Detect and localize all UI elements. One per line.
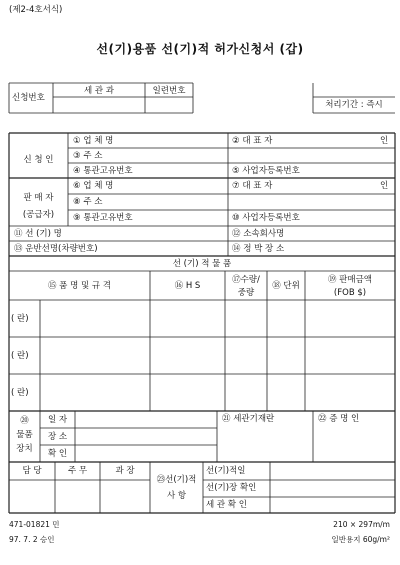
certifier-label: ㉒ 증 명 인 [318,414,360,424]
footer-paper-size: 210 × 297m/m [333,520,390,529]
chief-officer-label: 주 무 [67,466,88,476]
applicant-representative-label: ② 대 표 자 [232,136,273,146]
customs-entry-column: ㉑ 세관기재란 [222,414,275,424]
applicant-address-label: ③ 주 소 [73,151,103,161]
hs-code-header: ⑯ H S [174,281,201,291]
quantity-header: ⑰수량/ [232,275,260,285]
fob-currency-header: (FOB $) [333,288,367,298]
storage-confirm-label: 확 인 [47,449,68,459]
seller-label: 판 매 자 [23,193,54,203]
goods-section-title: 선 (기) 적 물 품 [172,259,232,269]
customs-division-field[interactable] [54,98,144,112]
serial-number-field[interactable] [146,98,192,112]
seller-representative-label: ⑦ 대 표 자 [232,181,273,191]
storage-device-label: 장치 [16,444,33,454]
officer-in-charge-label: 담 당 [22,466,42,476]
sale-amount-header: ⑲ 판매금액 [327,275,373,285]
seller-seal: 인 [380,181,389,191]
application-number-label: 신청번호 [12,93,45,103]
goods-name-header: ⑮ 품 명 및 규 격 [47,281,112,291]
processing-period: 처리기간 : 즉시 [325,100,383,110]
storage-goods-label: 물품 [16,430,33,440]
seller-address-label: ⑧ 주 소 [73,197,103,207]
footer-approval-date: 97. 7. 2 승인 [9,535,55,544]
customs-confirm-label: 세 관 확 인 [206,500,247,510]
storage-place-label: 장 소 [47,432,68,442]
footer-form-number: 471-01821 민 [9,520,60,529]
applicant-customs-id-label: ④ 통관고유번호 [73,166,133,176]
storage-number: ⑳ [20,416,29,426]
serial-number-header: 일련번호 [152,86,186,96]
seller-business-number-label: ⑩ 사업자등록번호 [232,213,300,223]
weight-header: 중량 [237,288,255,298]
shipment-matters-sub-label: 사 항 [166,491,187,501]
seller-supplier-label: (공급자) [22,210,55,220]
applicant-company-name-label: ① 업 체 명 [73,136,114,146]
applicant-business-number-label: ⑤ 사업자등록번호 [232,166,300,176]
applicant-label: 신 청 인 [23,155,54,165]
customs-division-header: 세 관 과 [83,86,115,96]
section-head-label: 과 장 [115,466,135,476]
goods-row-label: ( 란) [11,388,29,398]
unit-header: ⑱ 단위 [272,281,300,291]
affiliated-company-label: ⑫ 소속회사명 [232,229,285,239]
transport-ship-label: ⑬ 운반선명(차량번호) [14,244,98,254]
goods-row-label: ( 란) [11,351,29,361]
shipment-date-label: 선(기)적일 [206,466,246,476]
anchorage-label: ⑭ 정 박 장 소 [232,244,285,254]
footer-paper-weight: 일반용지 60g/m² [331,535,390,544]
ship-name-label: ⑪ 선 (기) 명 [14,229,62,239]
shipment-matters-label: ㉓선(기)적 [156,475,197,485]
storage-date-label: 일 자 [47,415,68,425]
form-code: (제2-4호서식) [9,5,63,15]
applicant-seal: 인 [380,136,389,146]
seller-company-name-label: ⑥ 업 체 명 [73,181,114,191]
form-title: 선(기)용품 선(기)적 허가신청서 (갑) [96,42,304,56]
goods-row-label: ( 란) [11,314,29,324]
captain-confirm-label: 선(기)장 확인 [206,483,257,493]
seller-customs-id-label: ⑨ 통관고유번호 [73,213,133,223]
